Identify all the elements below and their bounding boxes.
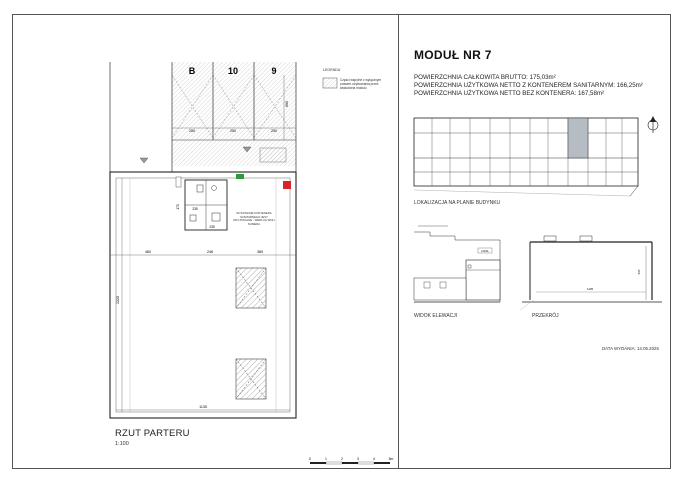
container-dim-b: 235 xyxy=(192,207,198,211)
shared-area-hatch xyxy=(260,148,286,162)
red-fire-sign xyxy=(283,181,291,189)
module-title: MODUŁ NR 7 xyxy=(414,48,492,62)
skylight-1 xyxy=(236,268,266,308)
height-dim: 1320 xyxy=(116,296,120,304)
scale-tick-2: 2 xyxy=(341,457,343,461)
section-width-dim: 1135 xyxy=(586,287,594,291)
bay-label-9: 9 xyxy=(271,66,277,76)
north-arrow-icon xyxy=(648,116,658,133)
bay-dim-1: 250 xyxy=(189,129,195,133)
plan-title: RZUT PARTERU xyxy=(115,428,190,439)
bay-depth-dim: 600 xyxy=(285,101,289,107)
scale-tick-4: 4 xyxy=(373,457,375,461)
area-net-with-container: POWIERZCHNIA UŻYTKOWA NETTO Z KONTENEREM SANITARNYM: 166,25m² xyxy=(414,82,643,89)
location-plan xyxy=(414,118,638,196)
section-height-dim: 520 xyxy=(637,269,641,275)
bay-dim-2: 250 xyxy=(230,129,236,133)
legend-text: Części wspólne z wyłącznym prawem użytkowania przez właściciela modułu xyxy=(340,78,382,91)
issue-date: DATA WYDANIA: 14.05.2026 xyxy=(602,346,659,351)
bay-dim-3: 250 xyxy=(271,129,277,133)
elevation-caption: WIDOK ELEWACJI xyxy=(414,313,458,319)
location-caption: LOKALIZACJA NA PLANIE BUDYNKU xyxy=(414,200,501,206)
scale-tick-5: 5m xyxy=(388,457,394,461)
area-gross: POWIERZCHNIA CAŁKOWITA BRUTTO: 175,03m² xyxy=(414,74,556,81)
bottom-dim: 1135 xyxy=(199,405,207,409)
legend-title: LEGENDA xyxy=(323,68,341,72)
width-dim-2: 246 xyxy=(207,250,213,254)
container-dim-c: 235 xyxy=(209,225,215,229)
area-net-without-container: POWIERZCHNIA UŻYTKOWA NETTO BEZ KONTENERA: 167,58m² xyxy=(414,90,605,97)
container-note: WYKONANIE KONTENERA SANITARNEGO JEST OPCJONALNE - WEDŁUG WOLI NUMERA xyxy=(233,211,275,226)
container-dim-a: 170 xyxy=(176,204,180,210)
scale-bar xyxy=(310,462,390,464)
door-swing xyxy=(176,177,181,187)
elevation-drawing xyxy=(414,226,500,302)
scale-tick-0: 0 xyxy=(309,457,311,461)
sanitary-container xyxy=(185,180,227,230)
width-dim-3: 389 xyxy=(257,250,263,254)
scale-tick-1: 1 xyxy=(325,457,327,461)
skylight-2 xyxy=(236,359,266,399)
plan-scale: 1:100 xyxy=(115,441,129,447)
bay-label-10: 10 xyxy=(227,66,239,76)
scale-tick-3: 3 xyxy=(357,457,359,461)
bay-label-b: B xyxy=(188,66,196,76)
section-caption: PRZEKRÓJ xyxy=(532,313,559,319)
elevation-sign: LOKAL xyxy=(481,250,489,253)
entry-marker-left xyxy=(140,158,148,163)
legend-swatch xyxy=(323,78,337,88)
green-exit-sign xyxy=(236,174,244,179)
width-dim-1: 460 xyxy=(145,250,151,254)
